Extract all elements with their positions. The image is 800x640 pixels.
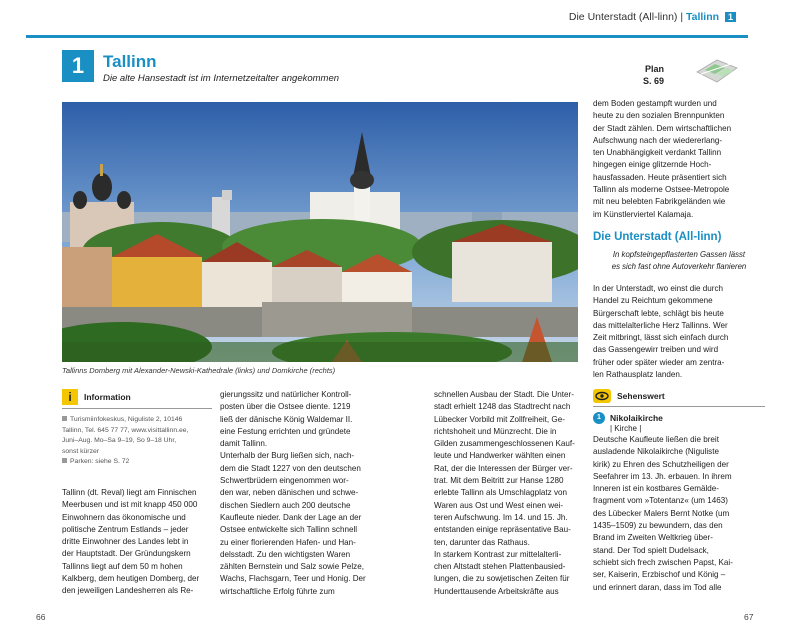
- text-line: leute und Handwerker wählten einen: [434, 451, 566, 461]
- text-line: ser, Kaiserin, Erzbischof und König –: [593, 570, 726, 580]
- sight-type: | Kirche |: [610, 424, 642, 433]
- column-4-top-text: [593, 98, 765, 221]
- text-line: hingegen einige glitzernde Hoch-: [593, 160, 712, 170]
- text-line: ausladende Nikolaikirche (Niguliste: [593, 447, 719, 457]
- text-line: Kaufleute nieder. Dank der Lage an der: [220, 512, 362, 522]
- chapter-title: Tallinn: [103, 52, 157, 71]
- text-line: ten, darunter das Rathaus.: [434, 537, 530, 547]
- information-body: [62, 415, 212, 468]
- text-line: dem die Stadt 1227 von den deutschen: [220, 463, 361, 473]
- text-line: ten Unabhängigkeit verdankt Tallinn: [593, 148, 722, 158]
- running-header-city: Tallinn: [686, 11, 720, 23]
- text-line: fragment vom »Totentanz« (um 1463): [593, 496, 728, 506]
- text-line: im Künstlerviertel Kalamaja.: [593, 209, 694, 219]
- bullet-icon: [62, 458, 67, 463]
- text-line: Inneren ist ein kostbares Gemälde-: [593, 484, 719, 494]
- text-line: chen Altstadt stehen Plattenbausied-: [434, 562, 566, 572]
- running-header-chapter-number: 1: [725, 12, 736, 22]
- text-line: eine Festung errichten und gründete: [220, 426, 351, 436]
- text-line: stadt erhielt 1248 das Stadtrecht nach: [434, 402, 571, 412]
- plan-page-ref: S. 69: [643, 76, 665, 86]
- text-line: Tallinn (dt. Reval) liegt am Finnischen: [62, 488, 197, 497]
- text-line: das Gassengewirr treiben und wird: [593, 345, 719, 355]
- text-line: Waren aus Ost und West einen wei-: [434, 500, 564, 510]
- text-line: Deutsche Kaufleute ließen die breit: [593, 435, 719, 444]
- text-line: den jeweiligen Landesherren als Re-: [62, 586, 194, 596]
- chapter-subtitle: Die alte Hansestadt ist im Internetzeitalter angekommen: [103, 73, 340, 84]
- section-subheading: [593, 249, 765, 273]
- sehenswert-body: [593, 434, 765, 594]
- text-line: es sich fast ohne Autoverkehr flanieren: [611, 262, 747, 271]
- text-line: posten über die Ostsee diente. 1219: [220, 402, 351, 412]
- information-box: [62, 389, 212, 468]
- text-line: ließ der dänische König Waldemar II.: [220, 414, 353, 424]
- info-line: sonst kürzer: [62, 447, 100, 455]
- photo-caption: Tallinns Domberg mit Alexander-Newski-Kathedrale (links) und Domkirche (rechts): [62, 366, 336, 375]
- text-line: und erinnert daran, dass im Tod alle: [593, 582, 722, 592]
- sehenswert-box: [593, 389, 765, 594]
- text-line: das mittelalterliche Herz Tallinns. Wer: [593, 320, 728, 330]
- plan-label: Plan: [645, 64, 665, 74]
- text-line: Meerbusen und ist mit knapp 450 000: [62, 500, 198, 510]
- text-line: len Rathausplatz landen.: [593, 370, 683, 380]
- text-line: trat. Mit dem Beitritt zur Hanse 1280: [434, 476, 564, 486]
- info-line: Tallinn, Tel. 645 77 77, www.visittallinn.ee,: [62, 426, 189, 434]
- section-heading-unterstadt: Die Unterstadt (All-linn): [593, 231, 722, 243]
- running-header-section: Die Unterstadt (All-linn) |: [568, 11, 684, 23]
- text-line: hausfassaden. Heute präsentiert sich: [593, 172, 727, 182]
- info-line: Turismiinfokeskus, Niguliste 2, 10146: [70, 416, 183, 423]
- text-line: erlebte Tallinn als Umschlagplatz von: [434, 488, 568, 498]
- text-line: Zeit mitbringt, lässt sich einfach durch: [593, 333, 729, 343]
- text-line: Kalkberg, dem heutigen Domberg, der: [62, 574, 200, 584]
- text-line: In starkem Kontrast zur mittelalterli-: [434, 549, 562, 559]
- plan-reference[interactable]: [643, 63, 664, 87]
- text-line: Schwertbrüdern eingenommen wor-: [220, 476, 349, 486]
- text-line: politische Zentrum Estlands – jeder: [62, 524, 189, 534]
- text-line: Rat, der die Interessen der Bürger ver-: [434, 463, 573, 473]
- text-line: richtshoheit und Münzrecht. Die in: [434, 426, 557, 436]
- text-line: Lübecker Vorbild mit Zollfreiheit, Ge-: [434, 414, 565, 424]
- text-line: wirtschaftliche Erfolg führte zum: [220, 586, 335, 596]
- text-line: In kopfsteingepflasterten Gassen lässt: [612, 250, 746, 259]
- column-1-text: [62, 487, 212, 598]
- text-line: stand. Der Tod spielt Dudelsack,: [593, 545, 709, 555]
- text-line: Unterhalb der Burg ließen sich, nach-: [220, 451, 355, 461]
- text-line: früher oder später wieder am zentra-: [593, 357, 725, 367]
- text-line: des Lübecker Malers Bernt Notke (um: [593, 508, 730, 518]
- text-line: mit neu belebten Fabrikgeländen wie: [593, 197, 726, 207]
- running-header: [569, 11, 736, 23]
- text-line: der Stadt zählen. Dem wirtschaftlichen: [593, 123, 732, 133]
- top-rule: [26, 35, 748, 38]
- column-3-text: [434, 389, 579, 598]
- text-line: damit Tallinn.: [220, 439, 268, 449]
- page-number-left: 66: [36, 612, 46, 622]
- text-line: zählten Bernstein und Salz sowie Pelze,: [220, 562, 364, 572]
- text-line: 1435–1509) zu bewundern, das den: [593, 521, 723, 531]
- information-title: Information: [84, 392, 131, 402]
- text-line: Tallinns liegt auf dem 50 m hohen: [62, 561, 183, 571]
- text-line: Wachs, Flachsgarn, Teer und Honig. Der: [220, 574, 366, 584]
- text-line: Brand im Zweiten Weltkrieg über-: [593, 533, 713, 543]
- text-line: dem Boden gestampft wurden und: [593, 99, 717, 108]
- text-line: delsstadt. Zu den wichtigsten Waren: [220, 549, 351, 559]
- text-line: der Hauptstadt. Der Gründungskern: [62, 549, 191, 559]
- text-line: Handel zu Reichtum gekommene: [593, 296, 713, 306]
- information-header: [62, 389, 212, 409]
- sehenswert-title: Sehenswert: [617, 391, 665, 401]
- text-line: zu einer florierenden Hafen- und Han-: [220, 537, 356, 547]
- sehenswert-header: [593, 389, 765, 407]
- text-line: Ostsee entwickelte sich Tallinn schnell: [220, 525, 358, 535]
- page-number-right: 67: [744, 612, 754, 622]
- text-line: Tallinn als moderne Ostsee-Metropole: [593, 185, 730, 195]
- info-line: Parken: siehe S. 72: [70, 458, 130, 465]
- text-line: den war, neben dänischen und schwe-: [220, 488, 359, 498]
- text-line: dischen Siedlern auch 200 deutsche: [220, 500, 351, 510]
- unterstadt-body: [593, 283, 765, 381]
- info-icon: i: [62, 389, 78, 405]
- text-line: lungen, die zu sowjetischen Zeiten für: [434, 574, 570, 584]
- text-line: Hunderttausende Arbeitskräfte aus: [434, 586, 559, 596]
- text-line: schiebt sich frech zwischen Papst, Kai-: [593, 557, 733, 567]
- text-line: entstanden einige repräsentative Bau-: [434, 525, 571, 535]
- column-2-text: [220, 389, 370, 598]
- map-icon: [695, 54, 739, 91]
- text-line: Aufschwung nach der wiedererlang-: [593, 135, 723, 145]
- text-line: Einwohnern das ökonomische und: [62, 512, 186, 522]
- info-line: Juni–Aug. Mo–Sa 9–19, So 9–18 Uhr,: [62, 437, 177, 444]
- text-line: In der Unterstadt, wo einst die durch: [593, 284, 724, 293]
- text-line: teren Aufschwung. Im 14. und 15. Jh.: [434, 512, 568, 522]
- text-line: Seefahrer im 13. Jh. erbauen. In ihrem: [593, 471, 732, 481]
- text-line: Bürgerschaft lebte, schlägt bis heute: [593, 308, 724, 318]
- text-line: dritte Einwohner des Landes lebt in: [62, 537, 189, 547]
- sight-item-nikolaikirche[interactable]: [593, 412, 765, 424]
- text-line: heute zu den sozialen Brennpunkten: [593, 111, 725, 121]
- text-line: schnellen Ausbau der Stadt. Die Unter-: [434, 390, 574, 399]
- eye-icon: [593, 389, 611, 403]
- sight-number-badge: 1: [593, 412, 605, 424]
- sight-name: Nikolaikirche: [610, 413, 663, 423]
- chapter-number-badge: 1: [62, 50, 94, 82]
- text-line: Gilden zusammengeschlossenen Kauf-: [434, 439, 575, 449]
- bullet-icon: [62, 416, 67, 421]
- tallinn-panorama-photo: [62, 102, 578, 362]
- text-line: gierungssitz und natürlicher Kontroll-: [220, 390, 352, 399]
- text-line: kirik) zu Ehren des Schutzheiligen der: [593, 459, 729, 469]
